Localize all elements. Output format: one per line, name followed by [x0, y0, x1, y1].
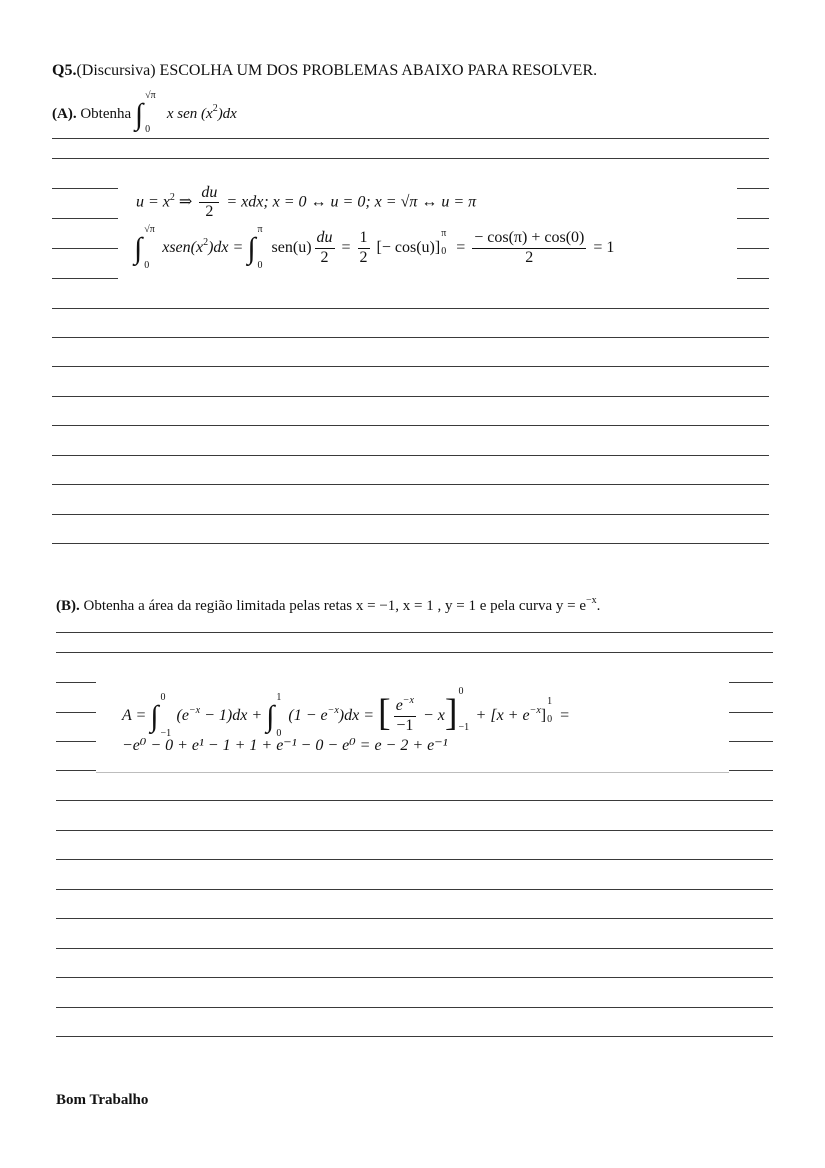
answer-line — [56, 830, 773, 831]
fraction: $\frac{du}{2}$ — [201, 184, 218, 221]
integral-sign: ∫ — [266, 700, 275, 733]
answer-line — [56, 1007, 773, 1008]
fraction: $\frac{du}{2}$ — [316, 229, 333, 266]
answer-line-stub — [729, 712, 773, 713]
answer-line-stub — [52, 278, 118, 279]
answer-line — [56, 1036, 773, 1037]
fraction: $\frac{- \cos(\pi) + \cos(0)}{2}$ — [474, 229, 585, 266]
answer-line — [52, 484, 769, 485]
question-number: Q5. — [52, 62, 77, 79]
answer-line — [56, 800, 773, 801]
answer-line-stub — [729, 770, 773, 771]
answer-line-stub — [56, 770, 96, 771]
answer-line — [56, 948, 773, 949]
question-title — [52, 62, 597, 80]
answer-line — [56, 652, 773, 653]
answer-line-stub — [729, 741, 773, 742]
answer-line-stub — [52, 218, 118, 219]
question-instruction: ESCOLHA UM DOS PROBLEMAS ABAIXO PARA RESOLVER. — [159, 62, 598, 79]
answer-line-stub — [56, 682, 96, 683]
solution-a-line-2: ∫ √π 0 $xsen(x^2)dx$ = ∫ π 0 sen(u) $\frac{du}{2}$ = $\frac{1}{2}$ [− cos(u)] π 0 = $\frac{- \cos(\pi) + \cos(0)}{2}$ = 1 — [134, 224, 615, 271]
answer-line-stub — [56, 712, 96, 713]
answer-line — [52, 455, 769, 456]
problem-b-label: (B). — [56, 598, 80, 614]
answer-line-stub — [737, 188, 769, 189]
answer-line — [52, 396, 769, 397]
answer-line — [56, 977, 773, 978]
problem-a-prompt: Obtenha — [80, 106, 132, 122]
answer-line-stub — [737, 218, 769, 219]
integral-sign: ∫ — [247, 232, 256, 265]
fraction: $\frac{e^{-x}}{-1}$ — [395, 695, 414, 734]
answer-line — [52, 425, 769, 426]
problem-b-prompt: Obtenha a área da região limitada pelas retas x = −1, x = 1 , y = 1 e pela curva y = e — [83, 598, 587, 614]
problem-b-header: (B). Obtenha a área da região limitada pelas retas x = −1, x = 1 , y = 1 e pela curva $y = e^{-x}$. — [56, 595, 601, 614]
fraction: $\frac{1}{2}$ — [359, 229, 368, 266]
answer-line-stub — [737, 278, 769, 279]
solution-b-line-2: −e⁰ − 0 + e¹ − 1 + 1 + e⁻¹ − 0 − e⁰ = e − 2 + e⁻¹ — [122, 737, 448, 754]
answer-line — [52, 138, 769, 139]
answer-line-stub — [52, 188, 118, 189]
answer-line — [52, 337, 769, 338]
faint-line — [96, 772, 729, 773]
answer-line — [56, 889, 773, 890]
answer-line-stub — [56, 741, 96, 742]
answer-line — [56, 632, 773, 633]
answer-line — [56, 918, 773, 919]
question-type: (Discursiva) — [76, 62, 156, 79]
problem-a-integrand: x sen (x — [166, 106, 213, 122]
answer-line — [52, 366, 769, 367]
answer-line — [52, 543, 769, 544]
answer-line — [52, 158, 769, 159]
answer-line — [52, 514, 769, 515]
integral-sign: ∫ — [134, 98, 144, 131]
answer-line-stub — [52, 248, 118, 249]
integral-sign: ∫ — [134, 232, 143, 265]
answer-line — [52, 308, 769, 309]
solution-b-line-1: A = ∫ 0 −1 $(e^{-x} - 1)dx$ + ∫ 1 0 $(1 - e^{-x})dx$ = [ $\frac{e^{-x}}{-1}$ − x] 0 −1 + $[x + e^{-x}]$ 1 0 = — [122, 686, 570, 739]
problem-a-header: (A). Obtenha ∫ √π 0 x sen $(x^2)dx$ — [52, 90, 237, 135]
answer-line — [56, 859, 773, 860]
solution-a-line-1: $u = x^2$ ⇒ $\frac{du}{2}$ = xdx; x = 0 ↔ u = 0; x = √π ↔ u = π — [136, 184, 477, 221]
problem-a-label: (A). — [52, 106, 77, 122]
footer-text: Bom Trabalho — [56, 1092, 149, 1108]
integral-sign: ∫ — [150, 700, 159, 733]
integral-limits: √π 0 — [145, 90, 156, 135]
answer-line-stub — [737, 248, 769, 249]
answer-line-stub — [729, 682, 773, 683]
